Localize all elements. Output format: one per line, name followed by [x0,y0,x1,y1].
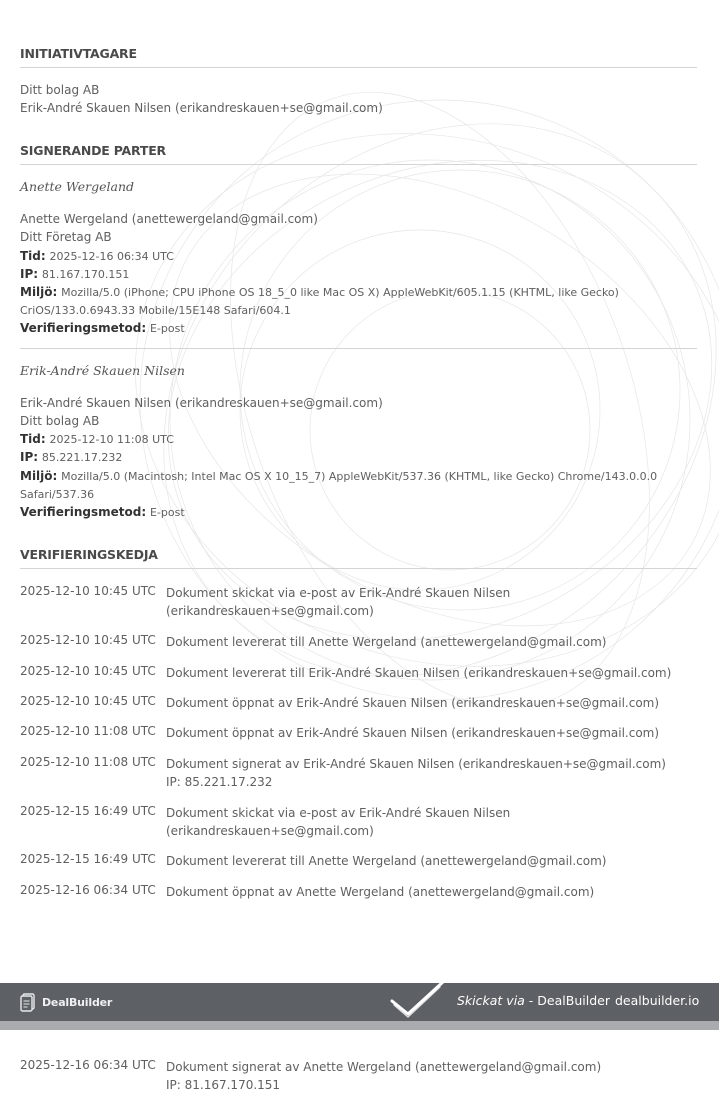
chain-description [166,852,697,870]
chain-timestamp: 2025-12-10 10:45 UTC [20,633,156,647]
chain-description [166,883,697,901]
chain-timestamp: 2025-12-15 16:49 UTC [20,804,156,818]
party-person: Anette Wergeland (anettewergeland@gmail.com) [20,212,318,226]
time-label: Tid: [20,249,46,263]
chain-line: Dokument signerat av Erik-André Skauen Nilsen (erikandreskauen+se@gmail.com) [166,757,666,771]
chain-line: Dokument levererat till Anette Wergeland (anettewergeland@gmail.com) [166,854,607,868]
chain-heading: VERIFIERINGSKEDJA [20,547,697,569]
chain-line: Dokument öppnat av Anette Wergeland (anettewergeland@gmail.com) [166,885,595,899]
chain-line: Dokument skickat via e-post av Erik-André Skauen Nilsen [166,586,511,600]
chain-timestamp: 2025-12-10 10:45 UTC [20,664,156,678]
signature-anette: Anette Wergeland [20,179,134,194]
chain-timestamp: 2025-12-10 10:45 UTC [20,584,156,598]
initiator-heading: INITIATIVTAGARE [20,46,697,68]
page-footer [0,983,719,1030]
chain-line: Dokument signerat av Anette Wergeland (anettewergeland@gmail.com) [166,1060,602,1074]
time-value: 2025-12-10 11:08 UTC [49,433,174,446]
chain-line: IP: 81.167.170.151 [166,1078,281,1092]
chain-line: (erikandreskauen+se@gmail.com) [166,604,374,618]
chain-description [166,804,697,840]
chain-description [166,633,697,651]
chain-description [166,1058,697,1094]
initiator-company: Ditt bolag AB [20,83,100,97]
signature-erik: Erik-André Skauen Nilsen [20,363,185,378]
sent-via-name: DealBuilder [537,993,610,1008]
chain-timestamp: 2025-12-16 06:34 UTC [20,1058,156,1072]
chain-timestamp: 2025-12-15 16:49 UTC [20,852,156,866]
party-env [20,285,619,299]
time-label: Tid: [20,432,46,446]
checkmark-icon [388,979,448,1021]
party-ip [20,450,122,464]
method-label: Verifieringsmetod: [20,321,147,335]
party-company: Ditt Företag AB [20,230,112,244]
ip-label: IP: [20,267,39,281]
party-env-cont: CriOS/133.0.6943.33 Mobile/15E148 Safari/604.1 [20,304,291,317]
party-time [20,249,174,263]
chain-line: IP: 85.221.17.232 [166,775,273,789]
chain-description [166,724,697,742]
chain-line: Dokument levererat till Anette Wergeland (anettewergeland@gmail.com) [166,635,607,649]
env-value: Mozilla/5.0 (iPhone; CPU iPhone OS 18_5_0 like Mac OS X) AppleWebKit/605.1.15 (KHTML, like Gecko) [61,286,619,299]
sent-via-text [457,993,610,1008]
chain-timestamp: 2025-12-16 06:34 UTC [20,883,156,897]
method-value: E-post [149,322,185,335]
parties-heading: SIGNERANDE PARTER [20,143,697,165]
chain-line: Dokument öppnat av Erik-André Skauen Nilsen (erikandreskauen+se@gmail.com) [166,726,660,740]
env-value: Mozilla/5.0 (Macintosh; Intel Mac OS X 10_15_7) AppleWebKit/537.36 (KHTML, like Gecko) Chrome/143.0.0.0 [61,470,658,483]
ip-value: 81.167.170.151 [41,268,130,281]
party-method [20,321,185,335]
env-label: Miljö: [20,285,58,299]
method-label: Verifieringsmetod: [20,505,147,519]
chain-description [166,755,697,791]
chain-description [166,694,697,712]
dealbuilder-logo [20,992,112,1012]
footer-underline [0,1021,719,1030]
party-ip [20,267,129,281]
party-method [20,505,185,519]
chain-line: Dokument levererat till Erik-André Skauen Nilsen (erikandreskauen+se@gmail.com) [166,666,672,680]
sent-via-separator: - [524,993,538,1008]
chain-timestamp: 2025-12-10 10:45 UTC [20,694,156,708]
chain-timestamp: 2025-12-10 11:08 UTC [20,755,156,769]
chain-description [166,664,697,682]
party-time [20,432,174,446]
chain-description [166,584,697,620]
sent-via-label: Skickat via [457,993,525,1008]
party-company: Ditt bolag AB [20,414,100,428]
chain-line: Dokument öppnat av Erik-André Skauen Nilsen (erikandreskauen+se@gmail.com) [166,696,660,710]
party-env-cont: Safari/537.36 [20,488,95,501]
party-env [20,469,657,483]
logo-text: DealBuilder [42,995,113,1009]
env-label: Miljö: [20,469,58,483]
initiator-person: Erik-André Skauen Nilsen (erikandreskauen+se@gmail.com) [20,101,383,115]
chain-line: Dokument skickat via e-post av Erik-André Skauen Nilsen [166,806,511,820]
time-value: 2025-12-16 06:34 UTC [49,250,174,263]
footer-url-link[interactable]: dealbuilder.io [615,993,700,1008]
ip-value: 85.221.17.232 [41,451,123,464]
chain-line: (erikandreskauen+se@gmail.com) [166,824,374,838]
chain-timestamp: 2025-12-10 11:08 UTC [20,724,156,738]
dealbuilder-logo-icon [20,992,38,1012]
method-value: E-post [149,506,185,519]
party-divider [20,348,697,349]
party-person: Erik-André Skauen Nilsen (erikandreskauen+se@gmail.com) [20,396,383,410]
ip-label: IP: [20,450,39,464]
